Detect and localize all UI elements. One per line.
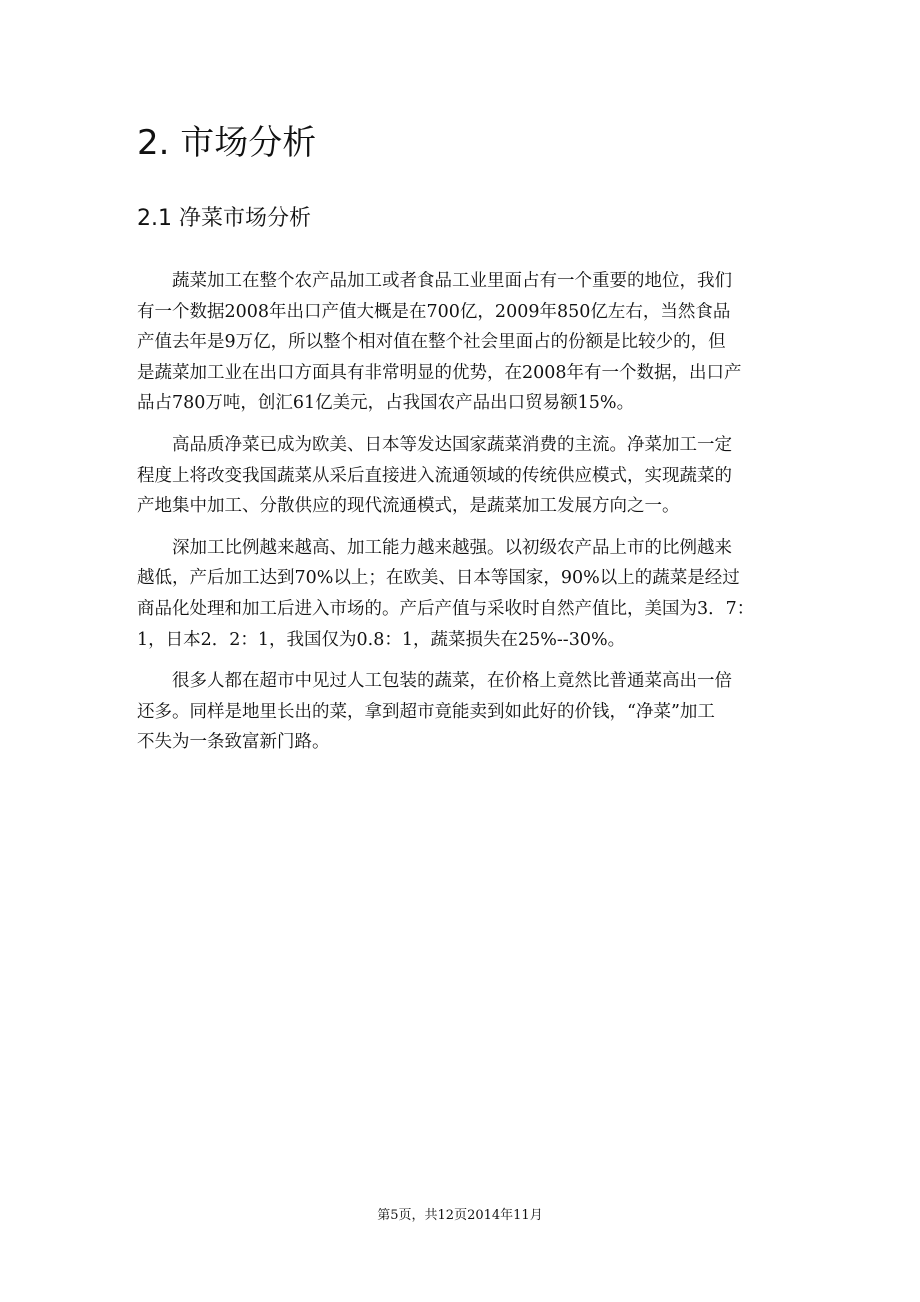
subsection-heading: 2.1 净菜市场分析 xyxy=(137,206,311,231)
paragraph-line: 是蔬菜加工业在出口方面具有非常明显的优势，在2008年有一个数据，出口产 xyxy=(137,362,742,383)
body-text xyxy=(137,266,787,758)
paragraph-line: 高品质净菜已成为欧美、日本等发达国家蔬菜消费的主流。净菜加工一定 xyxy=(172,434,732,455)
paragraph-line: 很多人都在超市中见过人工包装的蔬菜，在价格上竟然比普通菜高出一倍 xyxy=(172,671,732,692)
paragraph-line: 深加工比例越来越高、加工能力越来越强。以初级农产品上市的比例越来 xyxy=(172,537,732,558)
paragraph-2 xyxy=(137,430,787,522)
paragraph-line: 商品化处理和加工后进入市场的。产后产值与采收时自然产值比，美国为3．7： xyxy=(137,598,755,619)
paragraph-line: 1，日本2．2：1，我国仅为0.8：1，蔬菜损失在25%--30%。 xyxy=(137,629,626,650)
paragraph-gap xyxy=(137,522,787,533)
paragraph-3 xyxy=(137,533,787,655)
paragraph-line: 程度上将改变我国蔬菜从采后直接进入流通领域的传统供应模式，实现蔬菜的 xyxy=(137,465,732,486)
paragraph-line: 还多。同样是地里长出的菜，拿到超市竟能卖到如此好的价钱，“净菜”加工 xyxy=(137,701,715,722)
paragraph-line: 产值去年是9万亿，所以整个相对值在整个社会里面占的份额是比较少的，但 xyxy=(137,332,726,353)
paragraph-line: 有一个数据2008年出口产值大概是在700亿，2009年850亿左右，当然食品 xyxy=(137,301,731,322)
paragraph-line: 产地集中加工、分散供应的现代流通模式，是蔬菜加工发展方向之一。 xyxy=(137,496,680,517)
paragraph-gap xyxy=(137,655,787,666)
paragraph-4 xyxy=(137,666,787,758)
section-heading: 2. 市场分析 xyxy=(137,123,317,163)
paragraph-1 xyxy=(137,266,787,419)
paragraph-line: 不失为一条致富新门路。 xyxy=(137,732,330,753)
paragraph-line: 越低，产后加工达到70%以上；在欧美、日本等国家，90%以上的蔬菜是经过 xyxy=(137,568,740,589)
paragraph-line: 品占780万吨，创汇61亿美元，占我国农产品出口贸易额15%。 xyxy=(137,393,635,414)
paragraph-gap xyxy=(137,419,787,430)
page-footer: 第5页，共12页2014年11月 xyxy=(377,1208,543,1223)
paragraph-line: 蔬菜加工在整个农产品加工或者食品工业里面占有一个重要的地位，我们 xyxy=(172,271,732,291)
